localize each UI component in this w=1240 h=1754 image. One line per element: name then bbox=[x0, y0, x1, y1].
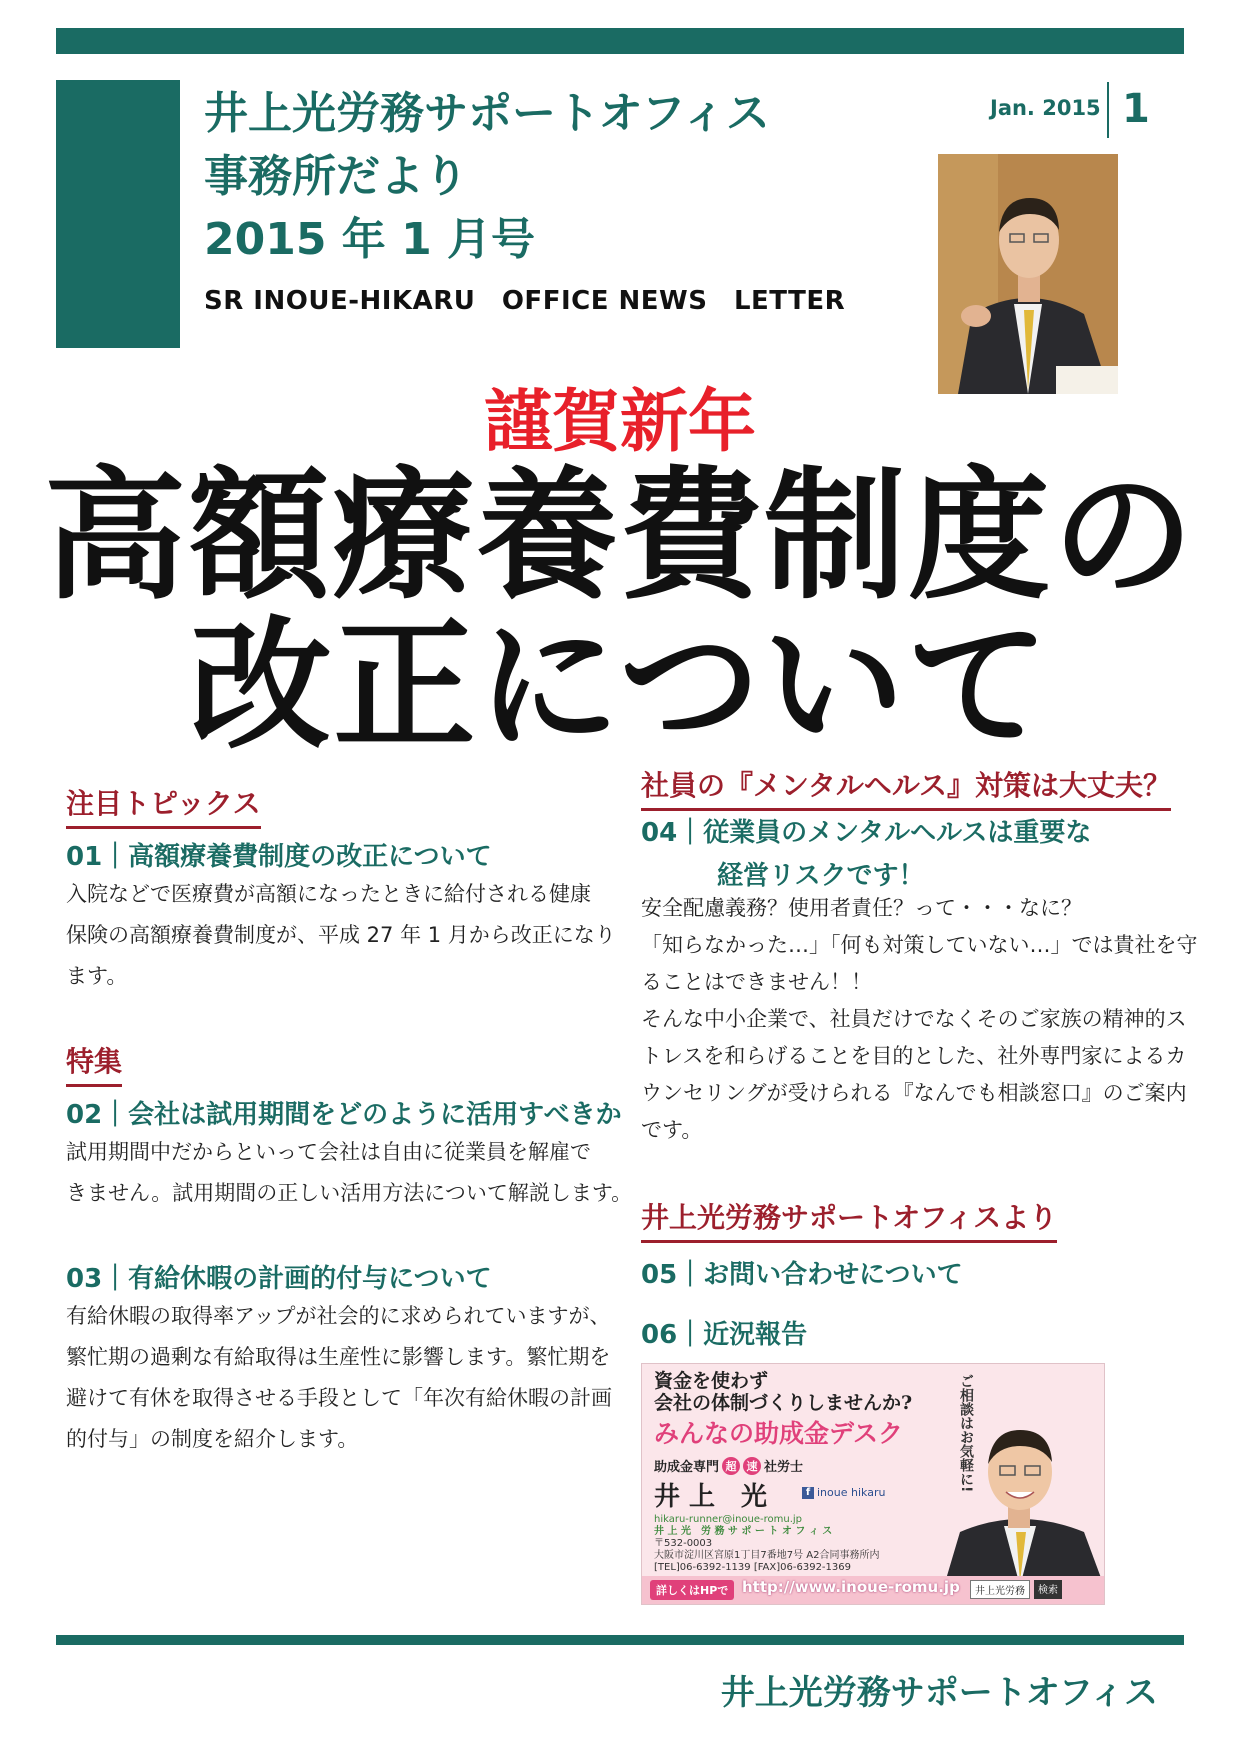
article-02-title[interactable]: 02｜会社は試用期間をどのように活用すべきか bbox=[66, 1100, 622, 1130]
ad-badge: 速 bbox=[743, 1457, 761, 1475]
section-heading-office: 井上光労務サポートオフィスより bbox=[641, 1196, 1057, 1243]
ad-role: 助成金専門 bbox=[654, 1460, 720, 1475]
article-05-title[interactable]: 05｜お問い合わせについて bbox=[641, 1260, 963, 1290]
body-line: 入院などで医療費が高額になったときに給付される健康 bbox=[66, 882, 591, 906]
top-bar bbox=[56, 28, 1184, 54]
ad-office: 井 上 光 労 務 サ ポ ー ト オ フ ィ ス bbox=[654, 1526, 833, 1537]
ad-hp-label: 詳しくはHPで bbox=[650, 1580, 734, 1600]
ad-search-box[interactable]: 井上光労務 bbox=[970, 1580, 1030, 1599]
body-line: 繁忙期の過剰な有給取得は生産性に影響します。繁忙期を bbox=[66, 1345, 611, 1369]
headline-line: 高額療養費制度の bbox=[44, 454, 1196, 619]
body-line: 有給休暇の取得率アップが社会的に求められていますが、 bbox=[66, 1304, 611, 1328]
ad-badge: 超 bbox=[722, 1457, 740, 1475]
ad-role-suffix: 社労士 bbox=[764, 1460, 804, 1475]
masthead-subline: SR INOUE-HIKARU OFFICE NEWS LETTER bbox=[204, 286, 846, 316]
body-line: そんな中小企業で、社員だけでなくそのご家族の精神的ス bbox=[641, 1007, 1187, 1031]
body-line: きません。試用期間の正しい活用方法について解説します。 bbox=[66, 1181, 633, 1205]
ad-address: 大阪市淀川区宮原1丁目7番地7号 A2合同事務所内 bbox=[654, 1550, 880, 1561]
masthead-side-block bbox=[56, 80, 180, 348]
main-headline bbox=[0, 454, 1240, 769]
article-01-title[interactable]: 01｜高額療養費制度の改正について bbox=[66, 842, 492, 872]
masthead-line: 事務所だより bbox=[204, 151, 468, 202]
body-line: ウンセリングが受けられる『なんでも相談窓口』のご案内 bbox=[641, 1081, 1187, 1105]
ad-line: 会社の体制づくりしませんか? bbox=[654, 1392, 913, 1414]
article-04-title-line: 経営リスクです！ bbox=[717, 861, 925, 891]
section-heading-topics: 注目トピックス bbox=[66, 782, 261, 829]
article-04-title-line: 04｜従業員のメンタルヘルスは重要な bbox=[641, 818, 1092, 848]
body-line: です。 bbox=[641, 1118, 703, 1142]
body-line: トレスを和らげることを目的とした、社外専門家によるカ bbox=[641, 1044, 1187, 1068]
body-line: 「知らなかった…」「何も対策していない…」では貴社を守 bbox=[641, 933, 1198, 957]
article-06-title[interactable]: 06｜近況報告 bbox=[641, 1320, 808, 1350]
facebook-icon: f bbox=[802, 1487, 814, 1499]
masthead-title bbox=[204, 82, 770, 271]
body-line: 的付与」の制度を紹介します。 bbox=[66, 1427, 359, 1451]
article-03-body bbox=[66, 1296, 612, 1460]
author-photo bbox=[938, 154, 1118, 394]
article-01-body bbox=[66, 874, 616, 997]
issue-number: 1 bbox=[1122, 86, 1150, 132]
body-line: 試用期間中だからといって会社は自由に従業員を解雇で bbox=[66, 1140, 591, 1164]
body-line: ます。 bbox=[66, 964, 128, 988]
ad-person-name: 井 上 光 bbox=[654, 1482, 768, 1512]
ad-vertical-note: ご相談はお気軽に! bbox=[958, 1374, 974, 1493]
bottom-bar bbox=[56, 1635, 1184, 1645]
ad-portrait-illustration bbox=[938, 1410, 1104, 1586]
article-04-title[interactable] bbox=[641, 812, 1091, 892]
ad-tel-fax: [TEL]06-6392-1139 [FAX]06-6392-1369 bbox=[654, 1562, 851, 1573]
subsidy-desk-advertisement[interactable] bbox=[641, 1363, 1105, 1605]
article-04-body bbox=[641, 890, 1198, 1149]
issue-divider bbox=[1107, 82, 1109, 138]
masthead-line: 井上光労務サポートオフィス bbox=[204, 88, 770, 139]
article-02-body bbox=[66, 1132, 632, 1214]
body-line: 避けて有休を取得させる手段として「年次有給休暇の計画 bbox=[66, 1386, 612, 1410]
ad-desk-name: みんなの助成金デスク bbox=[654, 1419, 904, 1448]
ad-facebook-name: inoue hikaru bbox=[817, 1486, 886, 1499]
ad-line: 資金を使わず bbox=[654, 1370, 769, 1392]
section-heading-feature: 特集 bbox=[66, 1040, 122, 1087]
body-line: ることはできません！！ bbox=[641, 970, 872, 994]
ad-postal: 〒532-0003 bbox=[654, 1538, 713, 1549]
ad-website-link[interactable]: http://www.inoue-romu.jp bbox=[742, 1578, 960, 1596]
footer-office-name: 井上光労務サポートオフィス bbox=[720, 1673, 1158, 1713]
section-heading-mental-health: 社員の『メンタルヘルス』対策は大丈夫？ bbox=[641, 764, 1171, 811]
masthead-line: 2015 年 1 月号 bbox=[204, 214, 536, 265]
portrait-illustration bbox=[938, 154, 1118, 394]
headline-line: 改正について bbox=[189, 604, 1051, 769]
ad-search-button[interactable]: 検索 bbox=[1034, 1580, 1062, 1599]
ad-email: hikaru-runner@inoue-romu.jp bbox=[654, 1514, 803, 1525]
new-year-greeting: 謹賀新年 bbox=[483, 383, 756, 462]
issue-date: Jan. 2015 bbox=[990, 96, 1101, 120]
body-line: 保険の高額療養費制度が、平成 27 年 1 月から改正になり bbox=[66, 923, 616, 947]
article-03-title[interactable]: 03｜有給休暇の計画的付与について bbox=[66, 1264, 492, 1294]
body-line: 安全配慮義務？使用者責任？って・・・なに？ bbox=[641, 896, 1082, 920]
